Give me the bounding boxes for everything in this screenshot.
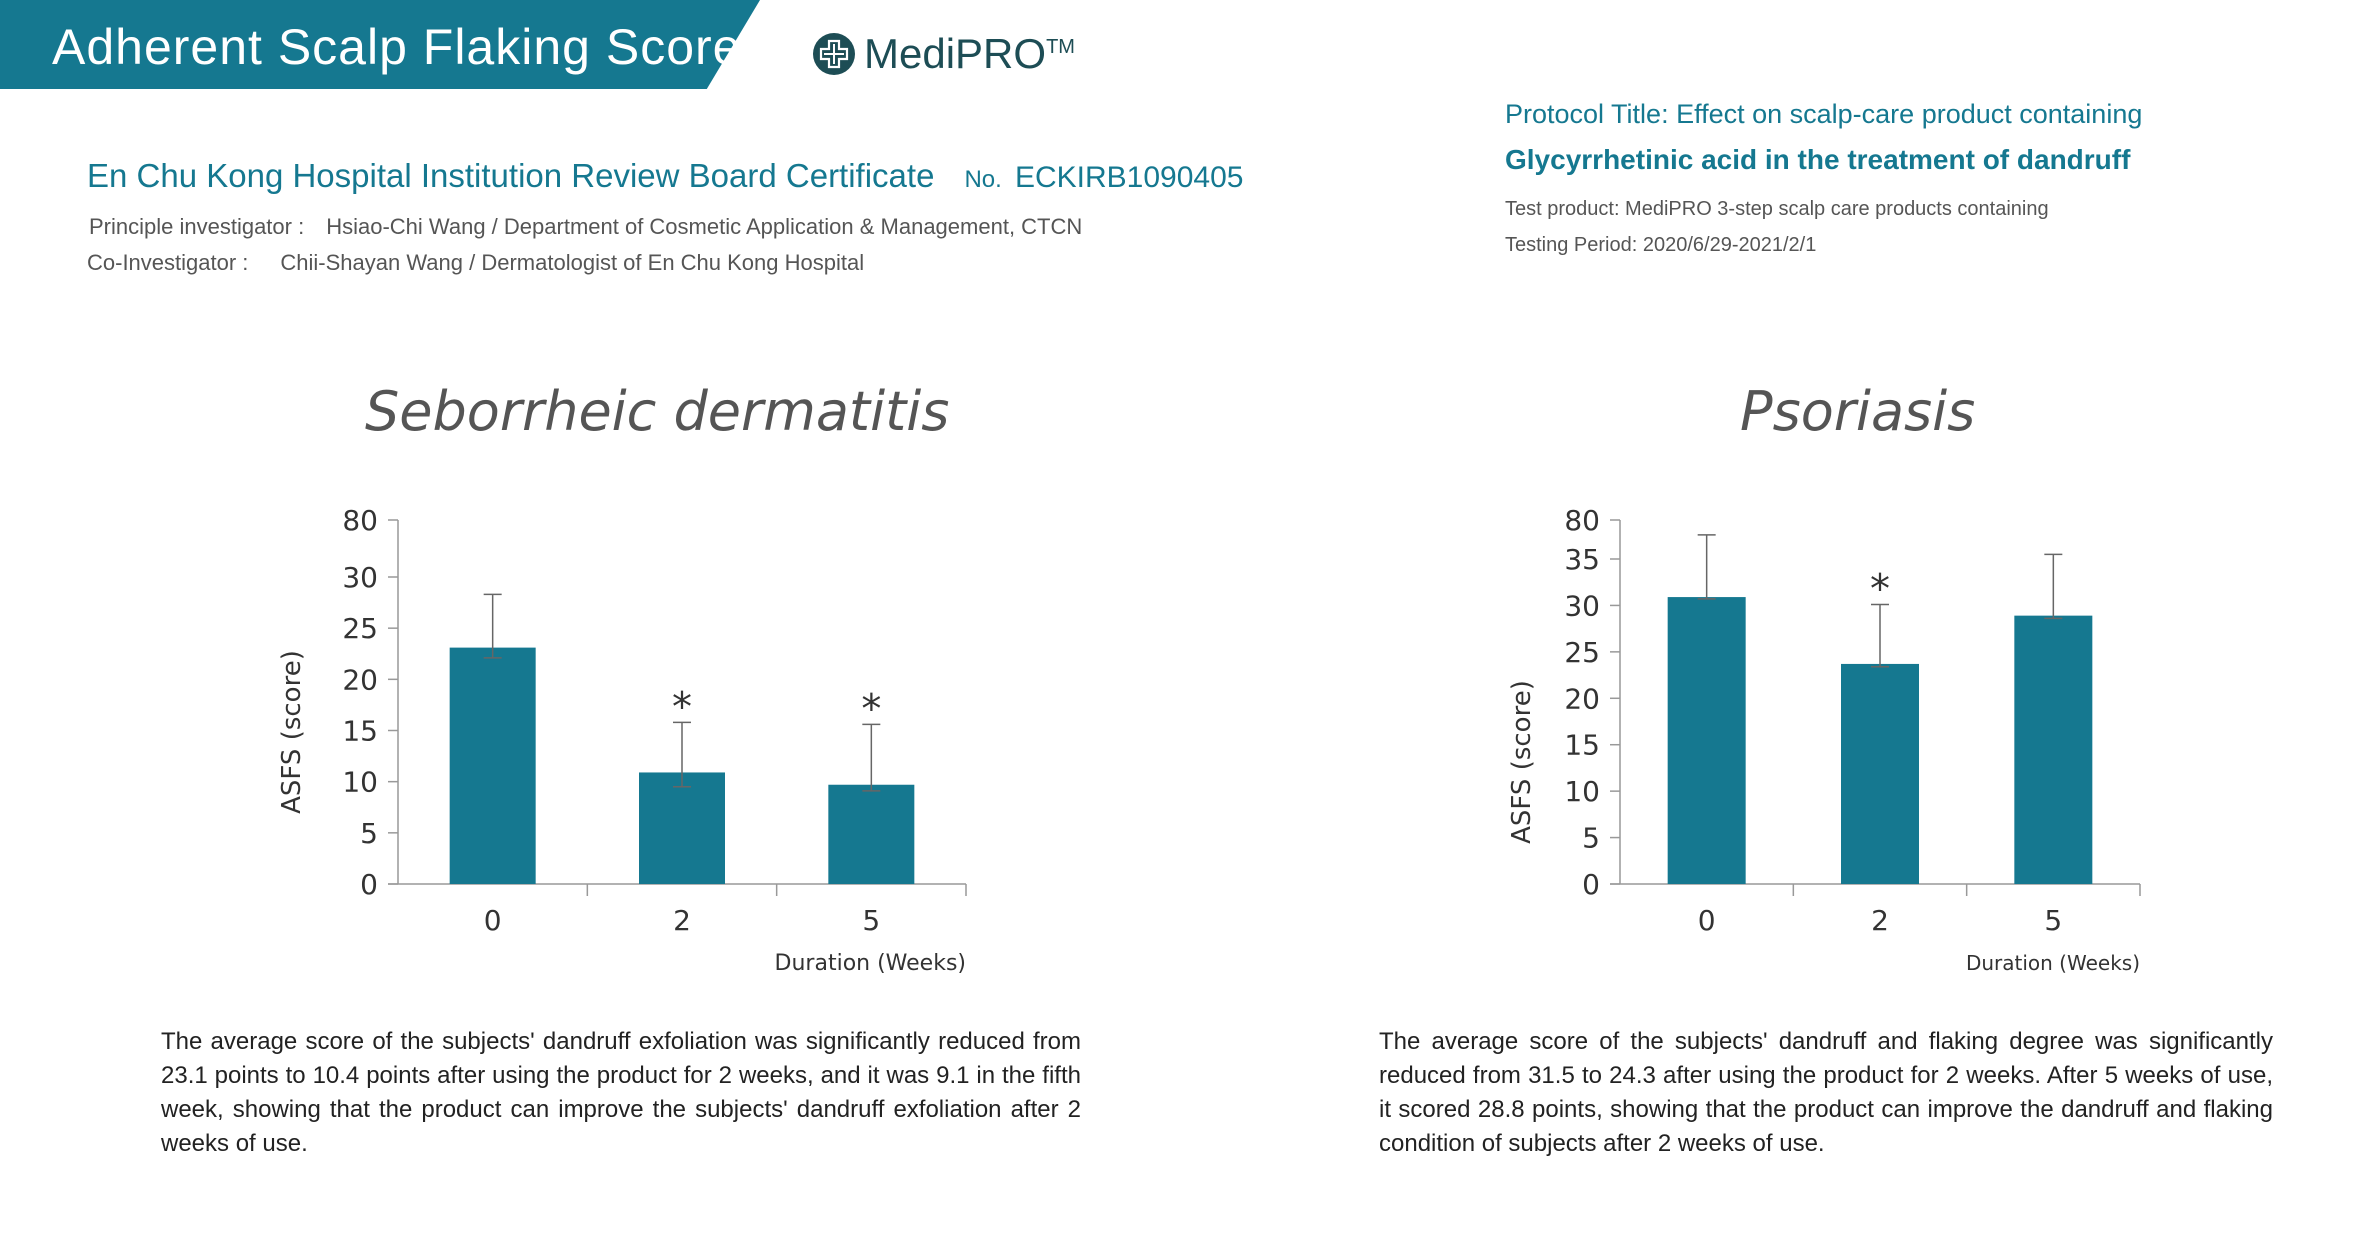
y-tick-label: 20 xyxy=(1564,682,1600,716)
x-tick-label: 2 xyxy=(1871,904,1889,937)
brand-name xyxy=(864,30,1075,78)
y-axis-label: ASFS (score) xyxy=(1507,680,1537,844)
x-tick-label: 5 xyxy=(2044,904,2063,937)
y-tick-label: 20 xyxy=(342,663,378,697)
description-seborrheic: The average score of the subjects' dandruff exfoliation was significantly reduced from 23.1 points to 10.4 points after using the product for 2 weeks, and it was 9.1 in the fifth week, showing that the product can improve the subjects' dandruff exfoliation after 2 weeks of use. xyxy=(161,1028,1081,1157)
y-tick-label: 5 xyxy=(360,816,378,850)
page-title: Adherent Scalp Flaking Score xyxy=(52,19,742,75)
bar xyxy=(1668,597,1746,884)
chart-psoriasis xyxy=(1490,490,2270,990)
principal-investigator xyxy=(89,214,1082,240)
y-tick-label: 0 xyxy=(1582,868,1600,901)
chart-title-seborrheic: Seborrheic dermatitis xyxy=(365,380,950,443)
brand-tm: TM xyxy=(1046,36,1075,58)
bar xyxy=(450,648,536,884)
y-tick-label: 30 xyxy=(342,561,378,594)
brand-logo xyxy=(812,30,1075,78)
irb-number: ECKIRB1090405 xyxy=(1014,161,1244,194)
y-tick-label: 25 xyxy=(1564,635,1600,669)
test-product: Test product: MediPRO 3-step scalp care products containing xyxy=(1505,198,2049,220)
y-tick-label: 80 xyxy=(342,504,378,537)
x-tick-label: 5 xyxy=(862,904,881,937)
irb-no-label: No. xyxy=(964,166,1002,193)
protocol-title-line2: Glycyrrhetinic acid in the treatment of dandruff xyxy=(1505,144,2131,175)
significance-mark: * xyxy=(1870,566,1890,613)
y-tick-label: 10 xyxy=(342,765,378,799)
testing-period: Testing Period: 2020/6/29-2021/2/1 xyxy=(1505,234,1817,256)
y-tick-label: 10 xyxy=(1564,775,1600,809)
chart-title-psoriasis: Psoriasis xyxy=(1740,380,1976,443)
principal-investigator-value: Hsiao-Chi Wang / Department of Cosmetic Application & Management, CTCN xyxy=(326,214,1083,239)
bar xyxy=(1841,664,1919,884)
y-tick-label: 80 xyxy=(1564,504,1600,537)
principal-investigator-label: Principle investigator : xyxy=(89,214,305,239)
bar xyxy=(828,785,914,884)
co-investigator xyxy=(87,250,864,276)
chart-seborrheic xyxy=(260,490,1020,990)
y-axis-label: ASFS (score) xyxy=(277,650,307,814)
x-axis-label: Duration (Weeks) xyxy=(1965,951,2140,975)
bar xyxy=(639,772,725,884)
x-tick-label: 2 xyxy=(673,904,691,937)
irb-certificate-text: En Chu Kong Hospital Institution Review Board Certificate xyxy=(87,157,935,194)
co-investigator-value: Chii-Shayan Wang / Dermatologist of En Chu Kong Hospital xyxy=(280,250,865,275)
y-tick-label: 0 xyxy=(360,868,378,901)
significance-mark: * xyxy=(672,684,692,731)
y-tick-label: 15 xyxy=(342,714,378,748)
x-tick-label: 0 xyxy=(1697,904,1716,937)
y-tick-label: 5 xyxy=(1582,821,1600,855)
protocol-title-line1: Protocol Title: Effect on scalp-care product containing xyxy=(1505,99,2143,129)
y-tick-label: 15 xyxy=(1564,728,1600,762)
x-axis-label: Duration (Weeks) xyxy=(774,951,966,976)
y-tick-label: 30 xyxy=(1564,589,1600,623)
medical-cross-icon xyxy=(812,32,856,76)
y-tick-label: 35 xyxy=(1564,543,1600,576)
y-tick-label: 25 xyxy=(342,612,378,646)
significance-mark: * xyxy=(861,686,882,733)
description-psoriasis: The average score of the subjects' dandruff and flaking degree was significantly reduced from 31.5 to 24.3 after using the product for 2 weeks. After 5 weeks of use, it scored 28.8 points, showing that the product can improve the dandruff and flaking condition of subjects after 2 weeks of use. xyxy=(1379,1028,2273,1157)
x-tick-label: 0 xyxy=(483,904,502,937)
co-investigator-label: Co-Investigator : xyxy=(87,250,249,275)
irb-certificate xyxy=(87,157,1243,195)
brand-text: MediPRO xyxy=(864,30,1047,77)
bar xyxy=(2014,616,2092,884)
